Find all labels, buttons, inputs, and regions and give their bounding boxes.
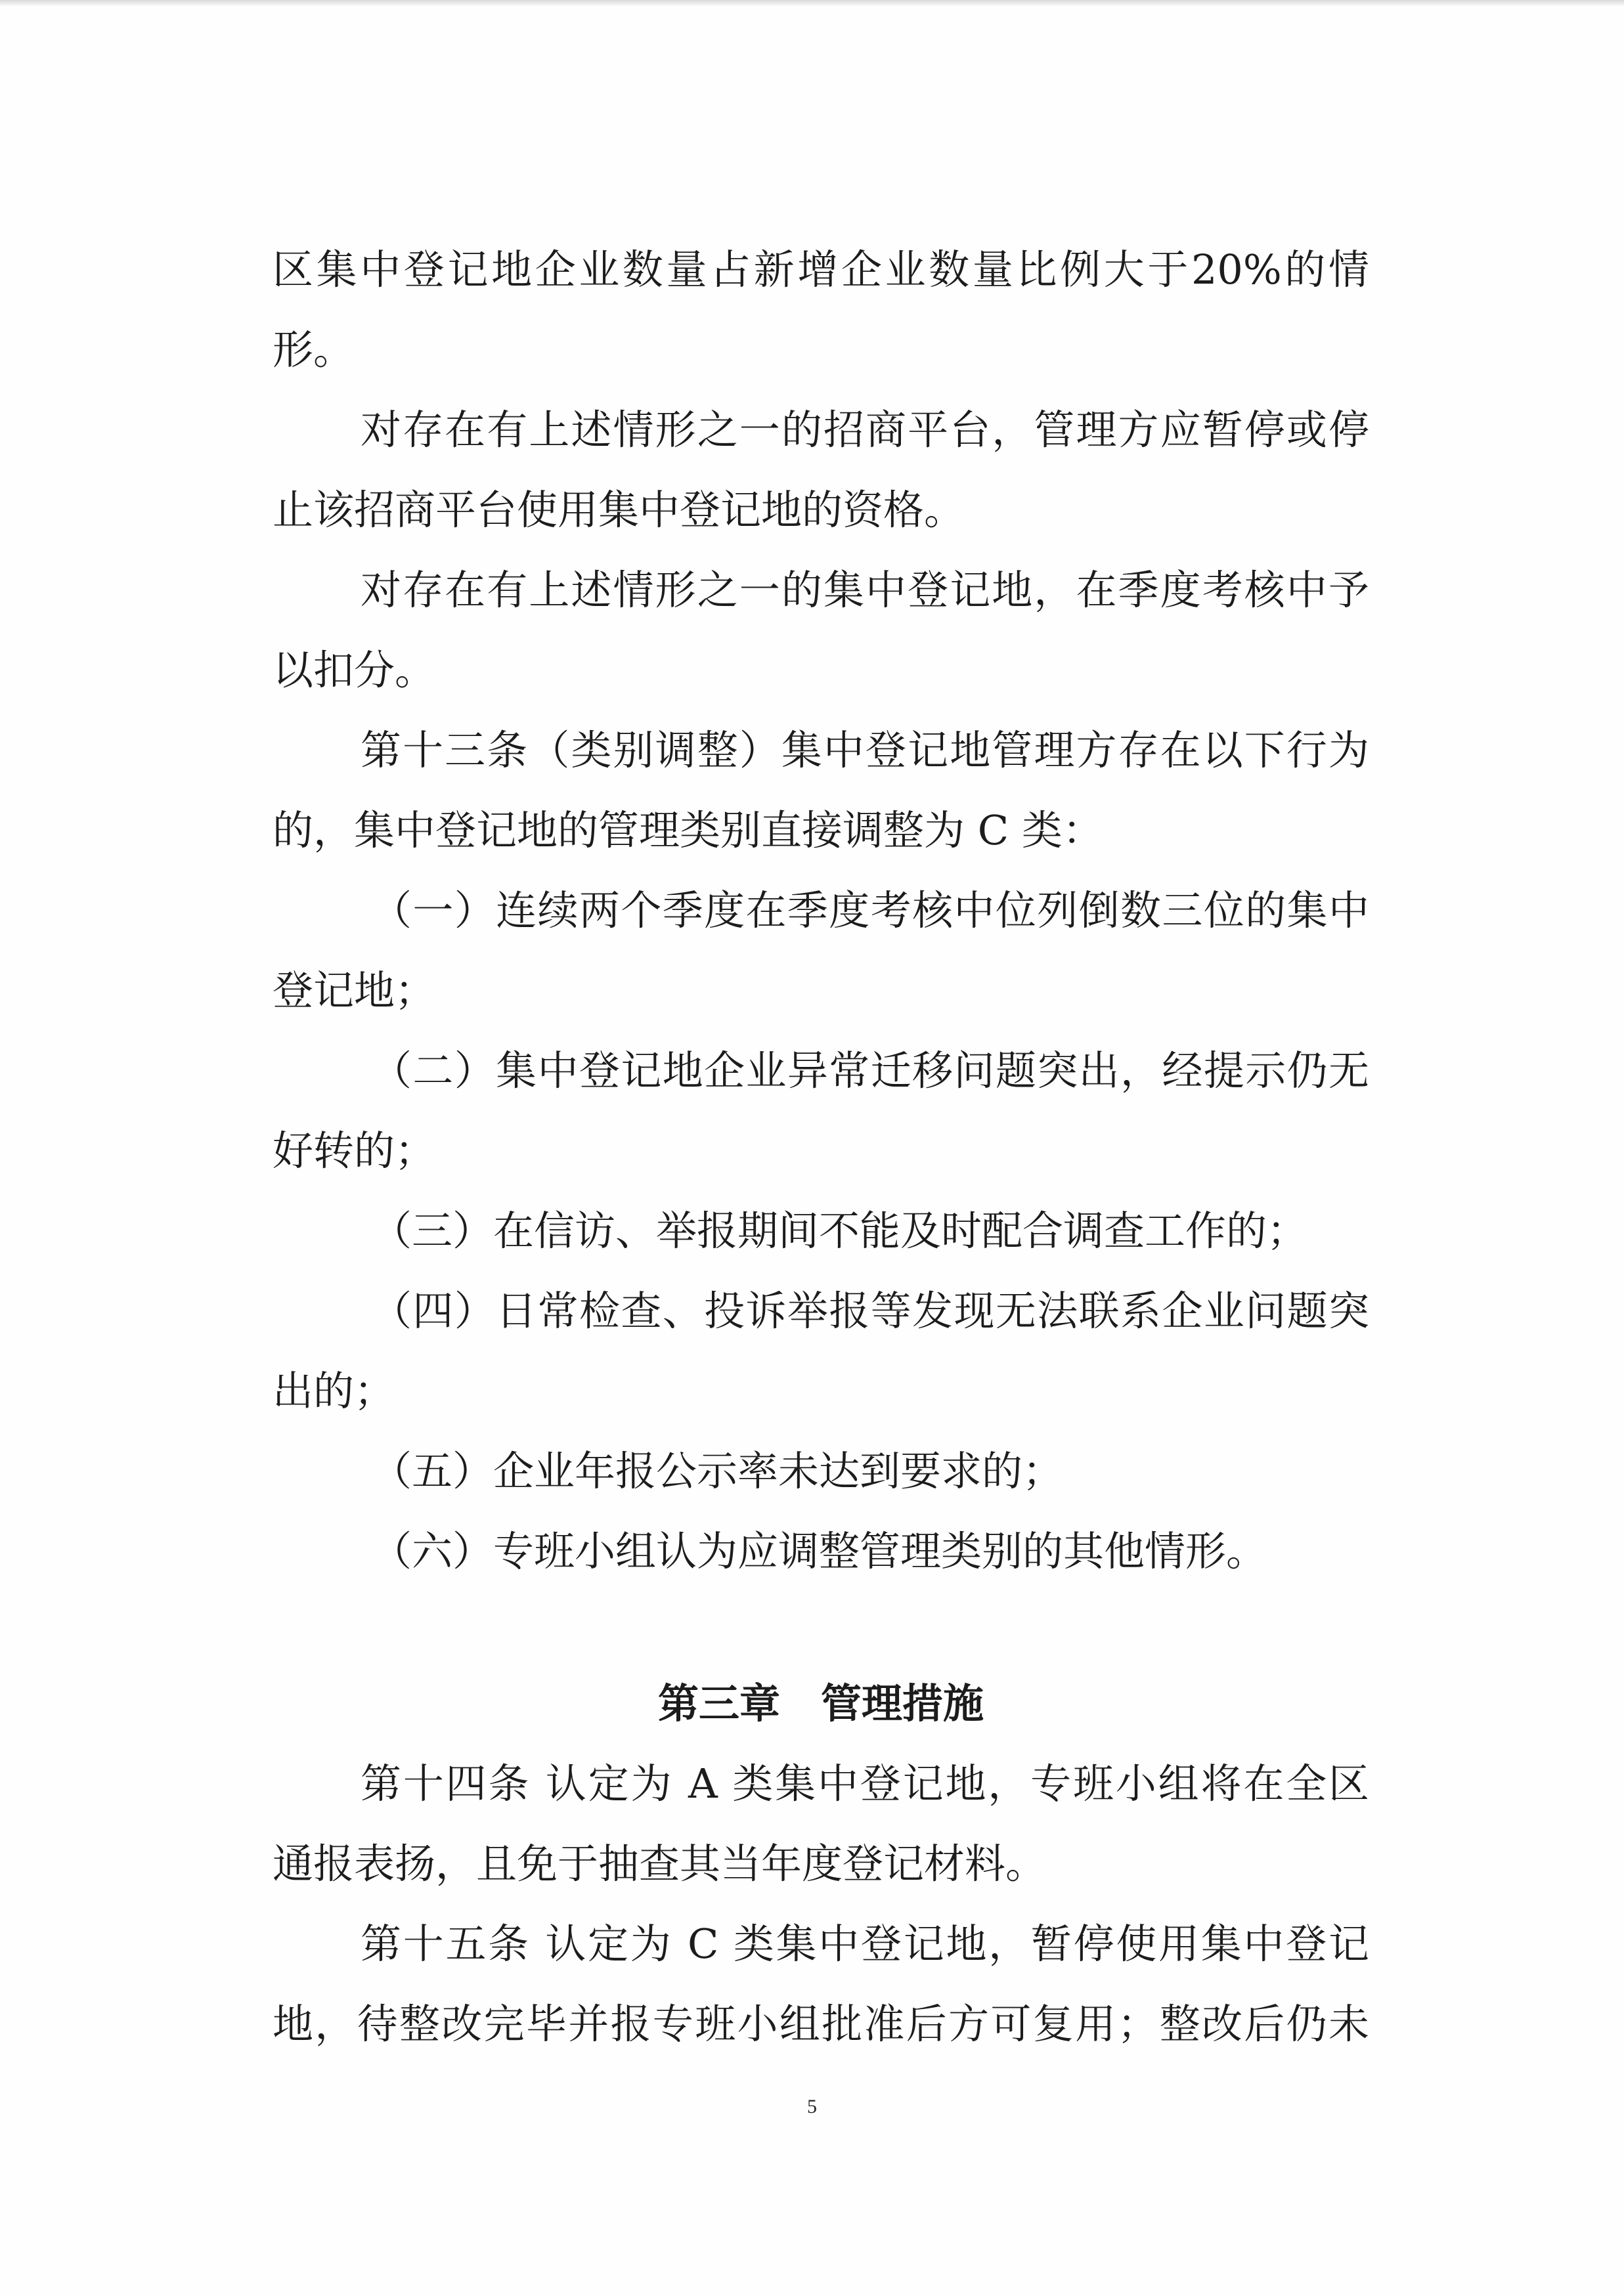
- section-spacer: [273, 1592, 1369, 1664]
- paragraph-line: 止该招商平台使用集中登记地的资格。: [273, 486, 965, 534]
- article-13-line: 第十三条（类别调整）集中登记地管理方存在以下行为: [361, 726, 1369, 774]
- list-item: （六）专班小组认为应调整管理类别的其他情形。: [371, 1527, 1267, 1575]
- article-15-line: 地，待整改完毕并报专班小组批准后方可复用；整改后仍未: [273, 2000, 1369, 2048]
- list-item: 出的；: [273, 1367, 395, 1415]
- paragraph-line: 对存在有上述情形之一的集中登记地，在季度考核中予: [361, 566, 1369, 614]
- page-number: 5: [807, 2096, 817, 2117]
- paragraph-line: 对存在有上述情形之一的招商平台，管理方应暂停或停: [361, 406, 1369, 454]
- article-14-line: 第十四条 认定为 A 类集中登记地，专班小组将在全区: [361, 1760, 1369, 1808]
- body-text: [273, 230, 1369, 2064]
- paragraph-line: 区集中登记地企业数量占新增企业数量比例大于20%的情: [273, 246, 1369, 293]
- list-item: （五）企业年报公示率未达到要求的；: [371, 1447, 1064, 1495]
- scan-edge: [0, 0, 1624, 7]
- list-item: （一）连续两个季度在季度考核中位列倒数三位的集中: [371, 886, 1369, 934]
- paragraph-line: 以扣分。: [273, 646, 436, 694]
- list-item: 好转的；: [273, 1127, 436, 1175]
- list-item: （三）在信访、举报期间不能及时配合调查工作的；: [371, 1207, 1308, 1255]
- list-item: （四）日常检查、投诉举报等发现无法联系企业问题突: [371, 1287, 1369, 1335]
- chapter-title: 第三章 管理措施: [657, 1679, 984, 1727]
- article-14-line: 通报表扬，且免于抽查其当年度登记材料。: [273, 1840, 1047, 1888]
- list-item: 登记地；: [273, 966, 436, 1014]
- paragraph-line: 形。: [273, 326, 355, 374]
- article-15-line: 第十五条 认定为 C 类集中登记地，暂停使用集中登记: [361, 1920, 1369, 1968]
- article-13-line: 的，集中登记地的管理类别直接调整为 C 类：: [273, 806, 1103, 854]
- list-item: （二）集中登记地企业异常迁移问题突出，经提示仍无: [371, 1047, 1369, 1094]
